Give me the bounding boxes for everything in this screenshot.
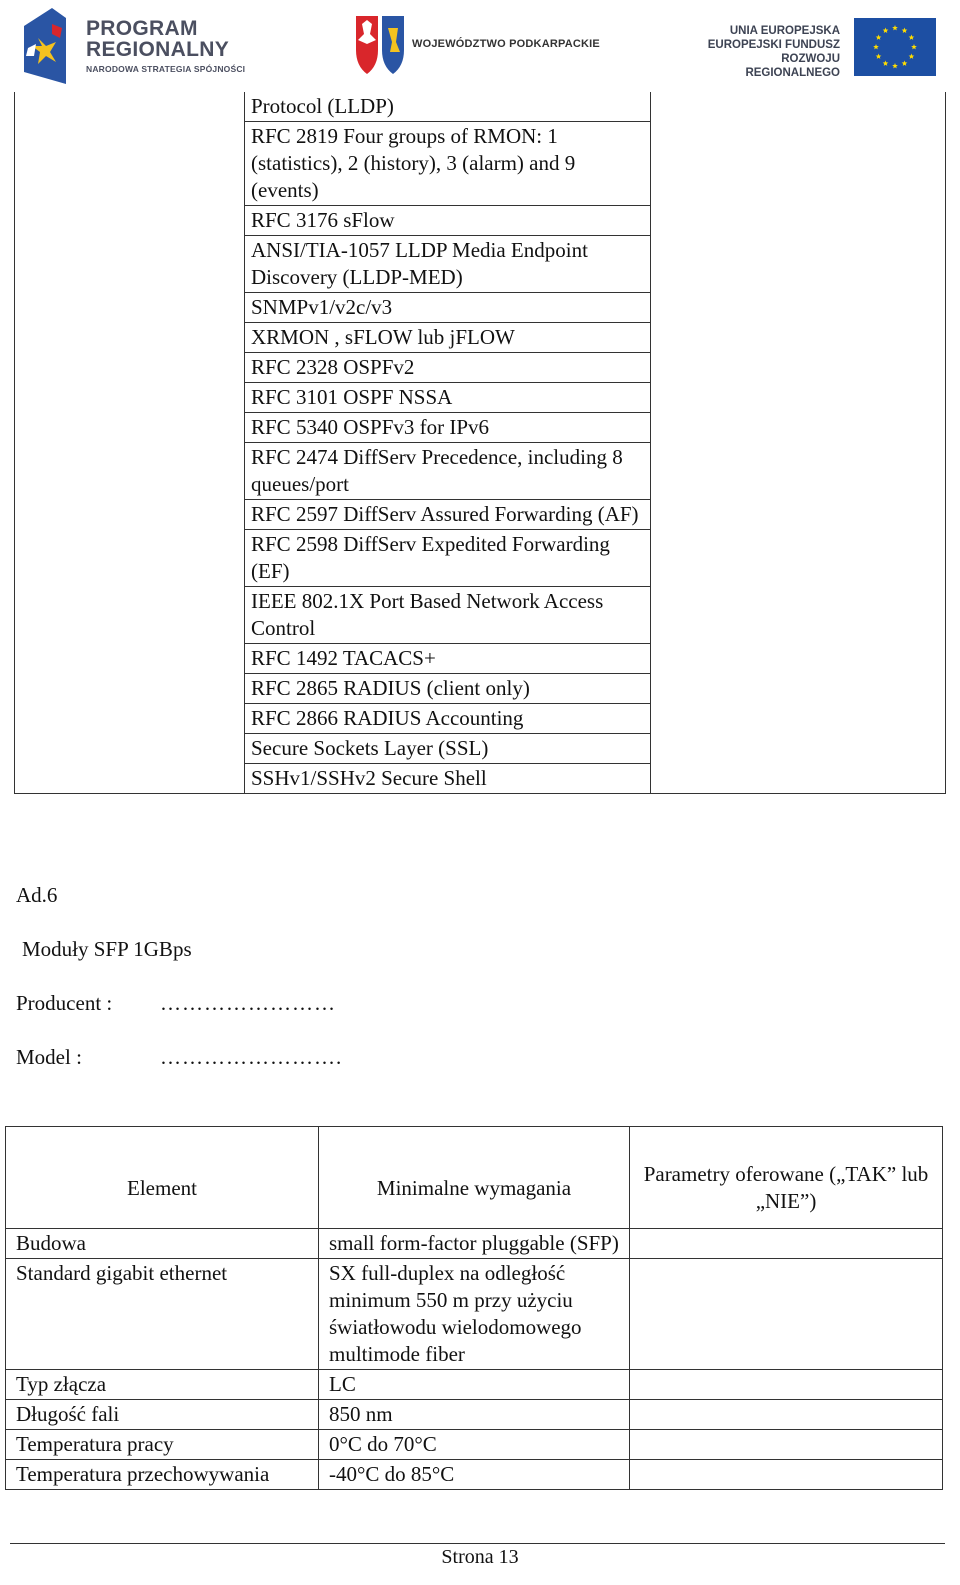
element-cell: Typ złącza bbox=[6, 1370, 319, 1400]
element-cell: Długość fali bbox=[6, 1400, 319, 1430]
wojewodztwo-text: WOJEWÓDZTWO PODKARPACKIE bbox=[412, 38, 600, 50]
model-dots: ……………………. bbox=[160, 1045, 343, 1069]
eu-text: UNIA EUROPEJSKA EUROPEJSKI FUNDUSZ ROZWOJU REGIONALNEGO bbox=[707, 25, 840, 79]
header-requirements: Minimalne wymagania bbox=[319, 1127, 630, 1229]
requirement-cell: SX full-duplex na odległość minimum 550 m przy użyciu światłowodu wielodomowego multimode fiber bbox=[319, 1259, 630, 1370]
section-title: Moduły SFP 1GBps bbox=[22, 937, 192, 961]
protocol-cell: XRMON , sFLOW lub jFLOW bbox=[245, 323, 651, 353]
protocol-cell: RFC 3101 OSPF NSSA bbox=[245, 383, 651, 413]
section-heading: Ad.6 bbox=[16, 883, 58, 907]
offered-cell[interactable] bbox=[630, 1229, 943, 1259]
requirement-cell: LC bbox=[319, 1370, 630, 1400]
protocol-cell: SSHv1/SSHv2 Secure Shell bbox=[245, 764, 651, 794]
offered-cell[interactable] bbox=[630, 1430, 943, 1460]
table-row bbox=[6, 1229, 943, 1259]
protocol-cell: RFC 2866 RADIUS Accounting bbox=[245, 704, 651, 734]
requirement-cell: small form-factor pluggable (SFP) bbox=[319, 1229, 630, 1259]
program-regionalny-text: PROGRAM REGIONALNY NARODOWA STRATEGIA SPÓJNOŚCI bbox=[86, 17, 246, 74]
table-row bbox=[6, 1430, 943, 1460]
requirement-cell: -40°C do 85°C bbox=[319, 1460, 630, 1490]
eu-flag-icon bbox=[854, 18, 936, 76]
protocol-cell: ANSI/TIA-1057 LLDP Media Endpoint Discovery (LLDP-MED) bbox=[245, 236, 651, 293]
producer-label: Producent : bbox=[16, 991, 113, 1015]
header-element: Element bbox=[6, 1127, 319, 1229]
requirement-cell: 850 nm bbox=[319, 1400, 630, 1430]
protocol-cell: RFC 5340 OSPFv3 for IPv6 bbox=[245, 413, 651, 443]
protocol-cell: RFC 2597 DiffServ Assured Forwarding (AF) bbox=[245, 500, 651, 530]
table-row bbox=[6, 1460, 943, 1490]
offered-cell[interactable] bbox=[630, 1460, 943, 1490]
model-label: Model : bbox=[16, 1045, 82, 1069]
protocol-cell: RFC 1492 TACACS+ bbox=[245, 644, 651, 674]
element-cell: Budowa bbox=[6, 1229, 319, 1259]
table-row bbox=[6, 1400, 943, 1430]
protocol-cell: RFC 2865 RADIUS (client only) bbox=[245, 674, 651, 704]
table-row bbox=[15, 92, 946, 122]
protocol-cell: SNMPv1/v2c/v3 bbox=[245, 293, 651, 323]
offered-cell[interactable] bbox=[630, 1400, 943, 1430]
table-header-row bbox=[6, 1127, 943, 1229]
protocol-cell: RFC 3176 sFlow bbox=[245, 206, 651, 236]
element-cell: Standard gigabit ethernet bbox=[6, 1259, 319, 1370]
protocol-cell: RFC 2328 OSPFv2 bbox=[245, 353, 651, 383]
table-row bbox=[6, 1370, 943, 1400]
element-cell: Temperatura przechowywania bbox=[6, 1460, 319, 1490]
protocol-cell: Secure Sockets Layer (SSL) bbox=[245, 734, 651, 764]
sfp-requirements-table bbox=[5, 1126, 943, 1490]
offered-cell[interactable] bbox=[630, 1259, 943, 1370]
producer-dots: …………………… bbox=[160, 991, 336, 1015]
requirement-cell: 0°C do 70°C bbox=[319, 1430, 630, 1460]
protocols-table bbox=[14, 92, 946, 794]
element-cell: Temperatura pracy bbox=[6, 1430, 319, 1460]
protocol-cell: IEEE 802.1X Port Based Network Access Control bbox=[245, 587, 651, 644]
empty-cell bbox=[15, 92, 245, 794]
offered-cell[interactable] bbox=[630, 1370, 943, 1400]
header-offered: Parametry oferowane („TAK” lub „NIE”) bbox=[630, 1127, 943, 1229]
protocol-cell: Protocol (LLDP) bbox=[245, 92, 651, 122]
page-header bbox=[0, 0, 960, 90]
footer-divider bbox=[10, 1543, 945, 1544]
empty-cell bbox=[651, 92, 946, 794]
table-row bbox=[6, 1259, 943, 1370]
protocol-cell: RFC 2598 DiffServ Expedited Forwarding (EF) bbox=[245, 530, 651, 587]
protocol-cell: RFC 2474 DiffServ Precedence, including 8 queues/port bbox=[245, 443, 651, 500]
protocol-cell: RFC 2819 Four groups of RMON: 1 (statistics), 2 (history), 3 (alarm) and 9 (events) bbox=[245, 122, 651, 206]
page-number: Strona 13 bbox=[441, 1546, 519, 1568]
